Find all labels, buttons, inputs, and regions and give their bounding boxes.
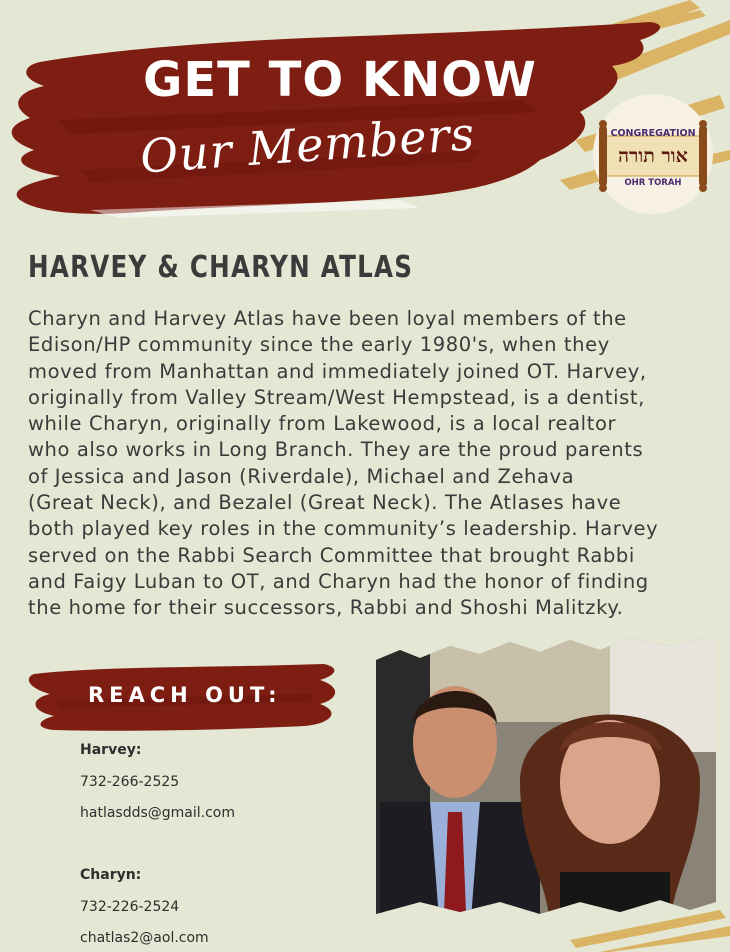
page-title: GET TO KNOW <box>142 52 537 108</box>
member-heading: HARVEY & CHARYN ATLAS <box>28 250 414 285</box>
bio-line: who also works in Long Branch. They are the proud parents <box>28 438 644 462</box>
logo-bottom-text: OHR TORAH <box>624 178 682 188</box>
contact-name-charyn: Charyn: <box>80 867 142 883</box>
reach-out-title: REACH OUT: <box>88 683 282 707</box>
contact-email-charyn[interactable]: chatlas2@aol.com <box>80 930 209 946</box>
contact-phone-charyn[interactable]: 732-226-2524 <box>80 899 180 915</box>
contact-phone-harvey[interactable]: 732-266-2525 <box>80 774 180 790</box>
gold-streaks-bottom-decoration <box>560 900 730 952</box>
contact-name-harvey: Harvey: <box>80 742 142 758</box>
logo-top-text: CONGREGATION <box>610 128 696 139</box>
bio-line: (Great Neck), and Bezalel (Great Neck). The Atlases have <box>28 491 622 515</box>
member-bio <box>28 306 708 622</box>
bio-line: moved from Manhattan and immediately joined OT. Harvey, <box>28 359 647 383</box>
member-photo <box>370 632 720 932</box>
page-subtitle: Our Members <box>138 106 477 184</box>
contact-email-harvey[interactable]: hatlasdds@gmail.com <box>80 805 236 821</box>
congregation-logo <box>591 92 715 216</box>
bio-line: Edison/HP community since the early 1980's, when they <box>28 333 610 357</box>
bio-line: while Charyn, originally from Lakewood, is a local realtor <box>28 412 617 436</box>
bio-line: the home for their successors, Rabbi and Shoshi Malitzky. <box>28 596 624 620</box>
bio-line: Charyn and Harvey Atlas have been loyal members of the <box>28 307 627 330</box>
bio-line: originally from Valley Stream/West Hempstead, is a dentist, <box>28 385 645 409</box>
bio-line: both played key roles in the community’s leadership. Harvey <box>28 517 659 541</box>
bio-line: and Faigy Luban to OT, and Charyn had the honor of finding <box>28 569 649 593</box>
bio-line: of Jessica and Jason (Riverdale), Michael and Zehava <box>28 464 575 488</box>
bio-line: served on the Rabbi Search Committee that brought Rabbi <box>28 543 635 567</box>
logo-hebrew-text: אור תורה <box>618 145 688 167</box>
